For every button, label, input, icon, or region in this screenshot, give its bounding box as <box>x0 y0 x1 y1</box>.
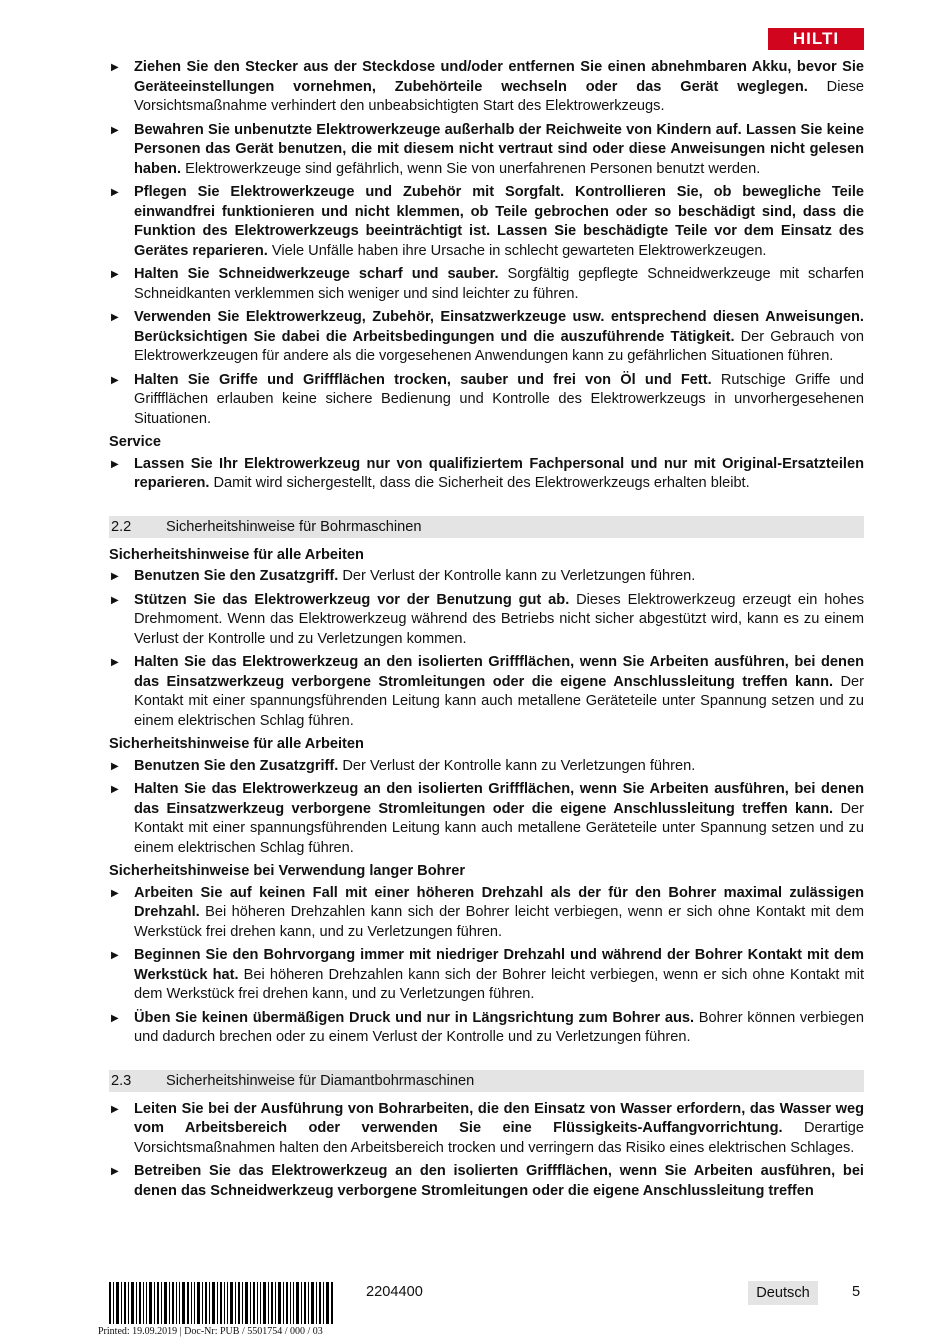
list-item: ▶ Halten Sie das Elektrowerkzeug an den isolierten Griffflächen, wenn Sie Arbeiten ausführen, bei denen das Einsatzwerkzeug verborgene Stromleitungen oder die eigene Anschlussleitung treffen kann. Der Kontakt mit einer spannungsführenden Leitung kann auch metallene Geräteteile unter Spannung setzen und zu einem elektrischen Schlag führen. <box>111 654 864 729</box>
list-item: ▶ Bewahren Sie unbenutzte Elektrowerkzeuge außerhalb der Reichweite von Kindern auf. Lassen Sie keine Personen das Gerät benutzen, die mit diesem nicht vertraut sind oder diese Anweisungen nicht gelesen haben. Elektrowerkzeuge sind gefährlich, wenn Sie von unerfahrenen Personen benutzt werden. <box>111 121 864 177</box>
triangle-bullet-icon: ▶ <box>111 887 119 899</box>
section-title: Sicherheitshinweise für Diamantbohrmaschinen <box>166 1072 475 1089</box>
list-item: ▶ Ziehen Sie den Stecker aus der Steckdose und/oder entfernen Sie einen abnehmbaren Akku, bevor Sie Geräteeinstellungen vornehmen, Zubehörteile wechseln oder das Gerät weglegen. Diese Vorsichtsmaßnahme verhindert den unbeabsichtigten Start des Elektrowerkzeugs. <box>111 59 864 114</box>
document-body <box>109 58 864 1205</box>
list-item: ▶ Lassen Sie Ihr Elektrowerkzeug nur von qualifiziertem Fachpersonal und nur mit Original-Ersatzteilen reparieren. Damit wird sichergestellt, dass die Sicherheit des Elektrowerkzeugs erhalten bleibt. <box>111 455 864 491</box>
list-item: ▶ Leiten Sie bei der Ausführung von Bohrarbeiten, die den Einsatz von Wasser erfordern, das Wasser weg vom Arbeitsbereich oder verwenden Sie eine Flüssigkeits-Auffangvorrichtung. Derartige Vorsichtsmaßnahmen halten den Arbeitsbereich trocken und verringern das Risiko eines elektrischen Schlages. <box>111 1100 864 1156</box>
service-heading: Service <box>109 434 161 450</box>
list-item: ▶ Beginnen Sie den Bohrvorgang immer mit niedriger Drehzahl und während der Bohrer Kontakt mit dem Werkstück hat. Bei höheren Drehzahlen kann sich der Bohrer leicht verbiegen, wenn er sich ohne Kontakt mit dem Werkstück frei drehen kann, und zu Verletzungen führen. <box>111 947 865 1002</box>
section-heading-2-2 <box>109 516 864 538</box>
list-item: ▶ Benutzen Sie den Zusatzgriff. Der Verlust der Kontrolle kann zu Verletzungen führen. <box>109 757 864 777</box>
section-number: 2.3 <box>111 1072 132 1089</box>
list-item: ▶ Stützen Sie das Elektrowerkzeug vor der Benutzung gut ab. Dieses Elektrowerkzeug erzeugt ein hohes Drehmoment. Wenn das Elektrowerkzeug während des Betriebs nicht sicher abgestützt wird, kann es zu einem Verlust der Kontrolle und zu Verletzungen kommen. <box>111 591 864 647</box>
page-footer <box>0 1278 950 1342</box>
triangle-bullet-icon: ▶ <box>111 594 119 606</box>
list-item: ▶ Verwenden Sie Elektrowerkzeug, Zubehör, Einsatzwerkzeuge usw. entsprechend diesen Anweisungen. Berücksichtigen Sie dabei die Arbeitsbedingungen und die auszuführende Tätigkeit. Der Gebrauch von Elektrowerkzeugen für andere als die vorgesehenen Anwendungen kann zu gefährlichen Situationen führen. <box>111 309 864 364</box>
triangle-bullet-icon: ▶ <box>111 760 119 772</box>
section-number: 2.2 <box>111 518 132 535</box>
triangle-bullet-icon: ▶ <box>111 950 119 961</box>
list-item: ▶ Üben Sie keinen übermäßigen Druck und nur in Längsrichtung zum Bohrer aus. Bohrer können verbiegen und dadurch brechen oder zu einem Verlust der Kontrolle und zu Verletzungen führen. <box>111 1009 864 1045</box>
page-number: 5 <box>852 1284 861 1300</box>
list-item: ▶ Halten Sie Griffe und Griffflächen trocken, sauber und frei von Öl und Fett. Rutschige Griffe und Griffflächen erlauben keine sichere Bedienung und Kontrolle des Elektrowerkzeugs in unvorhergesehenen Situationen. <box>111 371 864 427</box>
list-item: ▶ Pflegen Sie Elektrowerkzeuge und Zubehör mit Sorgfalt. Kontrollieren Sie, ob bewegliche Teile einwandfrei funktionieren und nicht klemmen, ob Teile gebrochen oder so beschädigt sind, dass die Funktion des Elektrowerkzeugs beeinträchtigt ist. Lassen Sie beschädigte Teile vor dem Einsatz des Gerätes reparieren. Viele Unfälle haben ihre Ursache in schlecht gewarteten Elektrowerkzeugen. <box>111 184 864 259</box>
triangle-bullet-icon: ▶ <box>111 657 119 668</box>
triangle-bullet-icon: ▶ <box>111 1103 119 1115</box>
general-safety-list <box>109 58 864 429</box>
triangle-bullet-icon: ▶ <box>111 1012 119 1024</box>
language-badge: Deutsch <box>748 1281 818 1305</box>
triangle-bullet-icon: ▶ <box>111 458 119 470</box>
triangle-bullet-icon: ▶ <box>111 124 119 136</box>
triangle-bullet-icon: ▶ <box>111 374 119 386</box>
triangle-bullet-icon: ▶ <box>111 269 119 280</box>
subsection-heading: Sicherheitshinweise für alle Arbeiten <box>109 736 364 752</box>
triangle-bullet-icon: ▶ <box>111 312 119 323</box>
hilti-logo: HILTI <box>768 28 864 50</box>
triangle-bullet-icon: ▶ <box>111 1166 119 1177</box>
list-item: ▶ Betreiben Sie das Elektrowerkzeug an den isolierten Griffflächen, wenn Sie Arbeiten ausführen, bei denen das Schneidwerkzeug verborgene Stromleitungen oder die eigene Anschlussleitung treffen <box>111 1163 864 1199</box>
list-item: ▶ Halten Sie Schneidwerkzeuge scharf und sauber. Sorgfältig gepflegte Schneidwerkzeuge mit scharfen Schneidkanten verklemmen sich weniger und sind leichter zu führen. <box>111 266 864 302</box>
section-heading-2-3 <box>109 1070 864 1092</box>
print-info: Printed: 19.09.2019 | Doc-Nr: PUB / 5501754 / 000 / 03 <box>98 1326 323 1337</box>
triangle-bullet-icon: ▶ <box>111 784 119 795</box>
document-number: 2204400 <box>366 1284 423 1300</box>
list-item: ▶ Arbeiten Sie auf keinen Fall mit einer höheren Drehzahl als der für den Bohrer maximal zulässigen Drehzahl. Bei höheren Drehzahlen kann sich der Bohrer leicht verbiegen, wenn er sich ohne Kontakt mit dem Werkstück frei drehen kann, und zu Verletzungen führen. <box>111 884 864 940</box>
triangle-bullet-icon: ▶ <box>111 187 119 198</box>
subsection-heading: Sicherheitshinweise bei Verwendung langer Bohrer <box>109 863 466 879</box>
section-title: Sicherheitshinweise für Bohrmaschinen <box>166 518 422 535</box>
triangle-bullet-icon: ▶ <box>111 62 119 73</box>
barcode-icon <box>109 1282 333 1324</box>
list-item: ▶ Benutzen Sie den Zusatzgriff. Der Verlust der Kontrolle kann zu Verletzungen führen. <box>109 567 864 587</box>
subsection-heading: Sicherheitshinweise für alle Arbeiten <box>109 546 364 563</box>
triangle-bullet-icon: ▶ <box>111 571 119 582</box>
list-item: ▶ Halten Sie das Elektrowerkzeug an den isolierten Griffflächen, wenn Sie Arbeiten ausführen, bei denen das Einsatzwerkzeug verborgene Stromleitungen oder die eigene Anschlussleitung treffen kann. Der Kontakt mit einer spannungsführenden Leitung kann auch metallene Geräteteile unter Spannung setzen und zu einem elektrischen Schlag führen. <box>111 781 864 856</box>
